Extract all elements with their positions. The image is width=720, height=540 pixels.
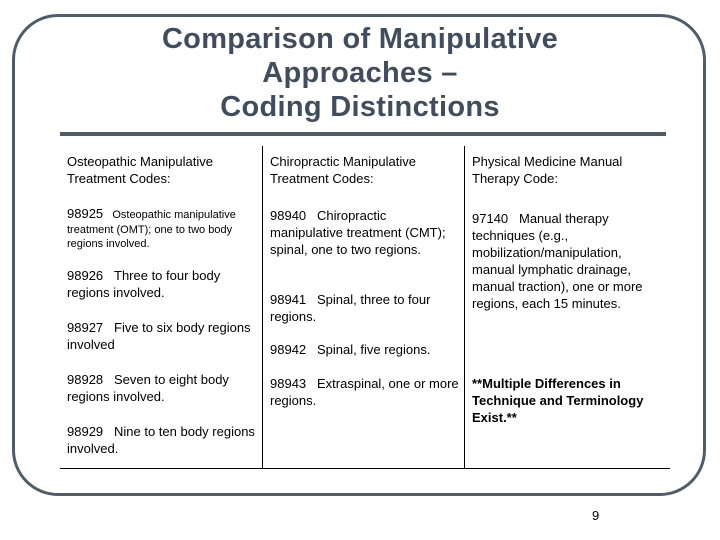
column-header: Chiropractic Manipulative Treatment Codes: (270, 154, 416, 186)
title-line: Coding Distinctions (220, 91, 500, 123)
code-entry (270, 375, 460, 409)
code-description: Spinal, three to four regions. (270, 292, 431, 324)
code-description: Manual therapy techniques (e.g., mobilization/manipulation, manual lymphatic drainage, manual traction), one or more regions, each 15 minutes. (472, 211, 643, 311)
code-entry (67, 319, 258, 353)
coding-table (60, 146, 670, 469)
code-number: 98941 (270, 292, 307, 307)
code-number: 98929 (67, 424, 104, 439)
differences-note: **Multiple Differences in Technique and Terminology Exist.** (472, 376, 644, 425)
slide-title (0, 22, 720, 124)
code-entry (472, 210, 666, 312)
code-number: 98926 (67, 268, 104, 283)
code-number: 98925 (67, 206, 104, 221)
title-divider (60, 132, 666, 136)
code-number: 97140 (472, 211, 509, 226)
code-description: Five to six body regions involved (67, 320, 251, 352)
code-description: Extraspinal, one or more regions. (270, 376, 459, 408)
code-number: 98928 (67, 372, 104, 387)
title-line: Comparison of Manipulative (161, 23, 559, 55)
code-number: 98927 (67, 320, 104, 335)
code-entry (67, 371, 258, 405)
code-description: Seven to eight body regions involved. (67, 372, 229, 404)
code-entry (270, 291, 460, 325)
code-entry (67, 267, 258, 301)
column-header: Physical Medicine Manual Therapy Code: (472, 154, 623, 186)
physical-medicine-column (464, 146, 670, 468)
code-number: 98940 (270, 208, 307, 223)
column-header: Osteopathic Manipulative Treatment Codes: (67, 154, 213, 186)
osteopathic-column (60, 146, 262, 468)
code-entry (67, 207, 258, 252)
code-entry (67, 423, 258, 457)
code-description: Three to four body regions involved. (67, 268, 221, 300)
page-number: 9 (592, 508, 600, 523)
code-entry (270, 207, 460, 258)
chiropractic-column (262, 146, 464, 468)
code-number: 98942 (270, 342, 307, 357)
code-description: Osteopathic manipulative treatment (OMT); one to two body regions involved. (67, 209, 236, 250)
code-description: Spinal, five regions. (317, 342, 431, 357)
code-number: 98943 (270, 376, 307, 391)
code-description: Chiropractic manipulative treatment (CMT); spinal, one to two regions. (270, 208, 446, 257)
code-description: Nine to ten body regions involved. (67, 424, 255, 456)
title-line: Approaches – (262, 57, 458, 89)
code-entry (270, 341, 460, 358)
